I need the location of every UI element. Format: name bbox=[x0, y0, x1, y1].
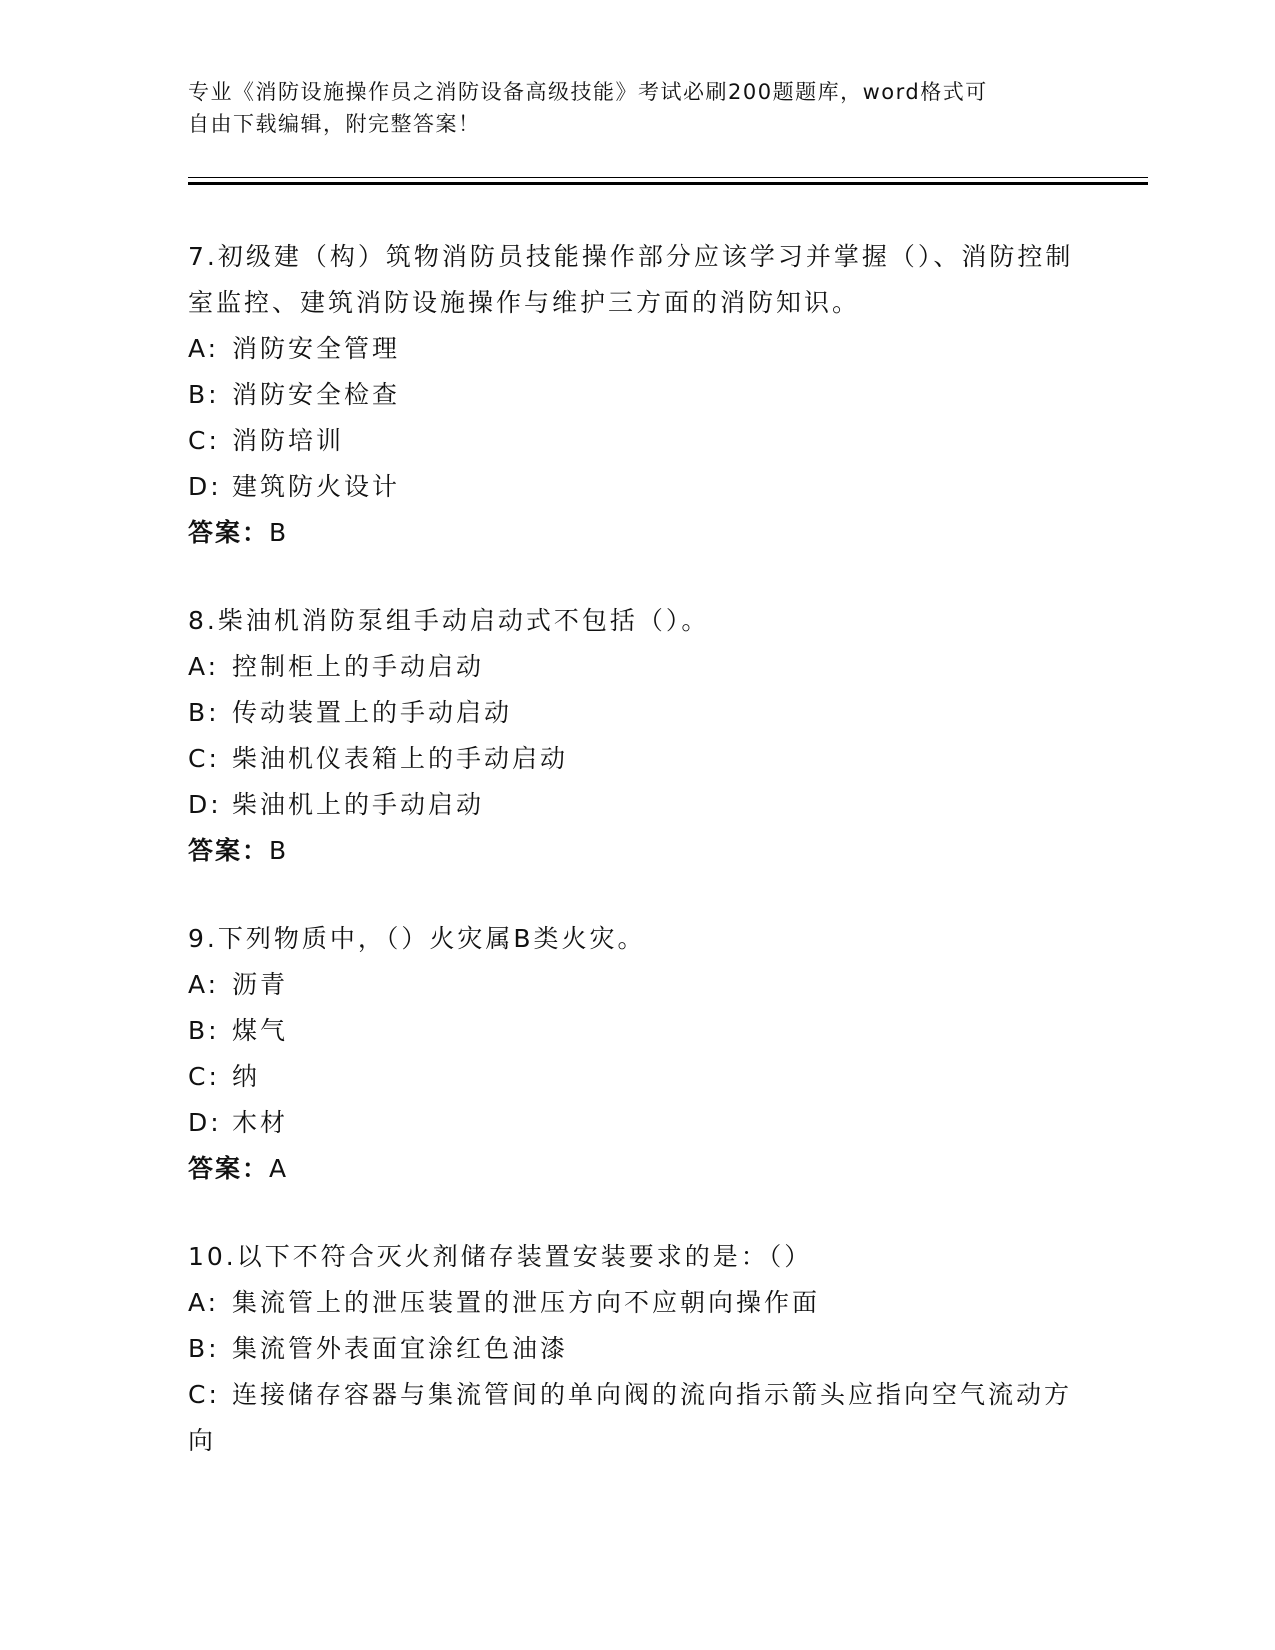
option-c bbox=[188, 736, 1088, 782]
question-item bbox=[188, 234, 1088, 556]
option-letter: C: bbox=[188, 1062, 220, 1091]
option-d bbox=[188, 464, 1088, 510]
option-letter: A: bbox=[188, 652, 220, 681]
header-line-1: 专业《消防设施操作员之消防设备高级技能》考试必刷200题题库，word格式可 bbox=[188, 80, 988, 104]
question-list bbox=[188, 234, 1088, 1506]
answer-value: B bbox=[269, 518, 289, 547]
option-letter: C: bbox=[188, 1380, 220, 1409]
option-text: 纳 bbox=[232, 1062, 261, 1091]
option-c bbox=[188, 1372, 1088, 1464]
option-text: 沥青 bbox=[232, 970, 289, 999]
question-stem: 7.初级建（构）筑物消防员技能操作部分应该学习并掌握（）、消防控制室监控、建筑消防设施操作与维护三方面的消防知识。 bbox=[188, 242, 1074, 317]
option-text: 传动装置上的手动启动 bbox=[232, 698, 513, 727]
option-letter: C: bbox=[188, 744, 220, 773]
option-letter: D: bbox=[188, 790, 222, 819]
option-d bbox=[188, 1100, 1088, 1146]
question-stem: 10.以下不符合灭火剂储存装置安装要求的是：（） bbox=[188, 1242, 813, 1271]
option-letter: C: bbox=[188, 426, 220, 455]
question-item bbox=[188, 1234, 1088, 1464]
option-letter: D: bbox=[188, 1108, 222, 1137]
option-letter: A: bbox=[188, 970, 220, 999]
option-c bbox=[188, 418, 1088, 464]
answer-line bbox=[188, 1146, 1088, 1192]
option-letter: B: bbox=[188, 380, 220, 409]
answer-label: 答案： bbox=[188, 836, 270, 865]
option-d bbox=[188, 782, 1088, 828]
option-text: 柴油机仪表箱上的手动启动 bbox=[232, 744, 569, 773]
option-letter: B: bbox=[188, 1334, 220, 1363]
option-letter: B: bbox=[188, 698, 220, 727]
option-letter: A: bbox=[188, 334, 220, 363]
option-b bbox=[188, 1008, 1088, 1054]
option-c bbox=[188, 1054, 1088, 1100]
answer-label: 答案： bbox=[188, 1154, 270, 1183]
option-text: 消防安全检查 bbox=[232, 380, 401, 409]
header-divider-thick bbox=[188, 182, 1148, 185]
option-text: 柴油机上的手动启动 bbox=[232, 790, 485, 819]
option-a bbox=[188, 644, 1088, 690]
question-item bbox=[188, 598, 1088, 874]
header-divider-thin bbox=[188, 177, 1148, 178]
answer-line bbox=[188, 828, 1088, 874]
option-text: 集流管上的泄压装置的泄压方向不应朝向操作面 bbox=[232, 1288, 821, 1317]
option-text: 连接储存容器与集流管间的单向阀的流向指示箭头应指向空气流动方向 bbox=[188, 1380, 1073, 1455]
option-text: 消防培训 bbox=[232, 426, 345, 455]
option-letter: D: bbox=[188, 472, 222, 501]
option-a bbox=[188, 962, 1088, 1008]
answer-line bbox=[188, 510, 1088, 556]
option-a bbox=[188, 1280, 1088, 1326]
option-letter: A: bbox=[188, 1288, 220, 1317]
question-stem: 9.下列物质中，（）火灾属B类火灾。 bbox=[188, 924, 646, 953]
option-text: 集流管外表面宜涂红色油漆 bbox=[232, 1334, 569, 1363]
option-text: 煤气 bbox=[232, 1016, 289, 1045]
answer-label: 答案： bbox=[188, 518, 270, 547]
option-b bbox=[188, 690, 1088, 736]
option-letter: B: bbox=[188, 1016, 220, 1045]
option-b bbox=[188, 372, 1088, 418]
document-header bbox=[188, 76, 1068, 140]
header-line-2: 自由下载编辑，附完整答案！ bbox=[188, 112, 481, 136]
option-text: 建筑防火设计 bbox=[232, 472, 401, 501]
option-text: 消防安全管理 bbox=[232, 334, 401, 363]
option-b bbox=[188, 1326, 1088, 1372]
answer-value: A bbox=[269, 1154, 289, 1183]
option-text: 控制柜上的手动启动 bbox=[232, 652, 485, 681]
answer-value: B bbox=[269, 836, 289, 865]
question-item bbox=[188, 916, 1088, 1192]
question-stem: 8.柴油机消防泵组手动启动式不包括（）。 bbox=[188, 606, 710, 635]
option-a bbox=[188, 326, 1088, 372]
option-text: 木材 bbox=[232, 1108, 289, 1137]
